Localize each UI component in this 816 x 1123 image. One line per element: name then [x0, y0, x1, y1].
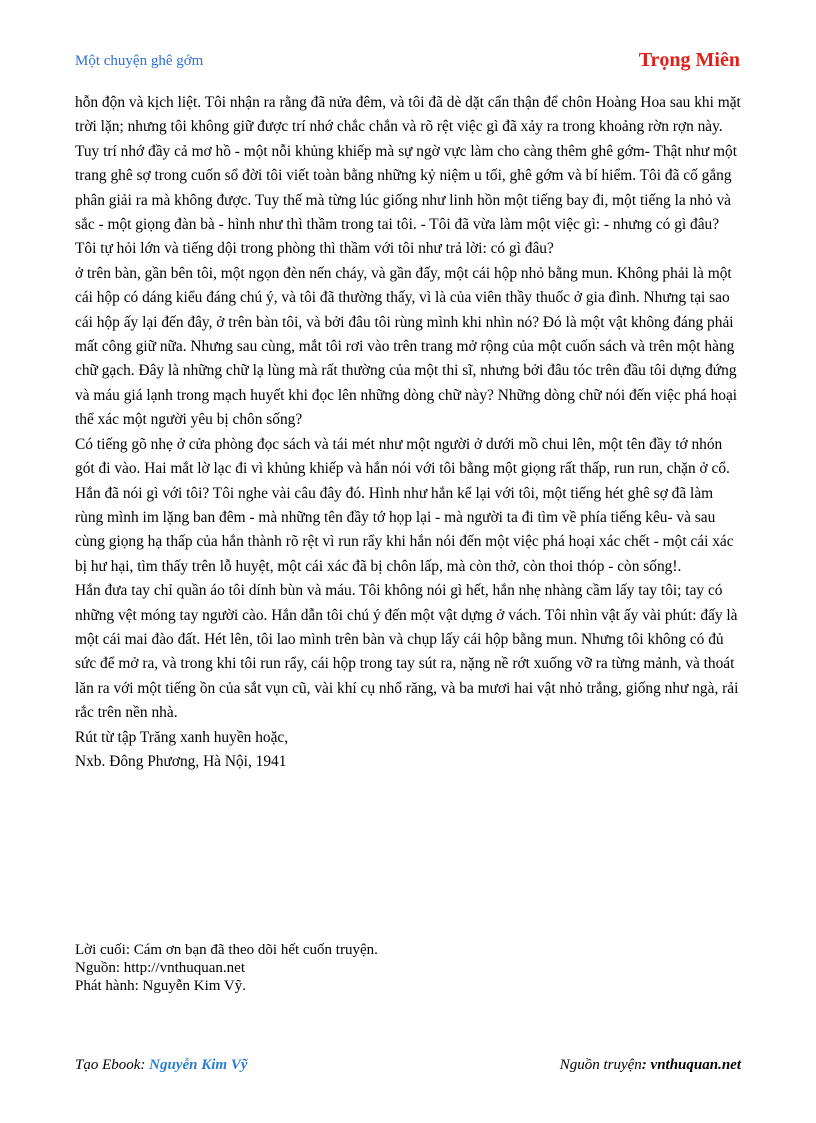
closing-publisher: Phát hành: Nguyễn Kim Vỹ.	[75, 978, 246, 994]
closing-notes	[75, 941, 378, 995]
source-note-line: Rút từ tập Trăng xanh huyền hoặc,	[75, 728, 289, 746]
paragraph: Có tiếng gõ nhẹ ở cửa phòng đọc sách và tái mét như một người ở dưới mồ chui lên, một tên đầy tớ nhón gót đi vào. Hai mắt lờ lạc đi vì khủng khiếp và hắn nói với tôi bằng một giọng rất thấp, run run, chặn ở cổ. Hắn đã nói gì với tôi? Tôi nghe vài câu đây đó. Hình như hắn kể lại với tôi, một tiếng hét ghê sợ đã làm rùng mình im lặng ban đêm - mà những tên đầy tớ họp lại - mà người ta đi tìm về phía tiếng kêu- và sau cùng giọng hạ thấp của hắn thành rõ rệt vì run rẩy khi hắn nói đến một việc phá hoại xác chết - một cái xác bị hư hại, tìm thấy trên lỗ huyệt, một cái xác đã bị chôn lấp, mà còn thở, còn thoi thóp - còn sống!.	[75, 435, 734, 575]
footer-source-site: vnthuquan.net	[650, 1057, 741, 1073]
header-book-title: Một chuyện ghê gớm	[75, 53, 204, 69]
paragraph: Hắn đưa tay chỉ quần áo tôi dính bùn và máu. Tôi không nói gì hết, hắn nhẹ nhàng cầm lấy tay tôi; tay có những vệt móng tay người cào. Hắn dẫn tôi chú ý đến một vật dựng ở vách. Tôi nhìn vật ấy vài phút: đấy là một cái mai đào đất. Hét lên, tôi lao mình trên bàn và chụp lấy cái hộp bằng mun. Nhưng tôi không có đủ sức để mở ra, và trong khi tôi run rẩy, cái hộp trong tay sút ra, nặng nề rớt xuống vỡ ra từng mảnh, và thoát lăn ra với một tiếng ồn của sắt vụn cũ, vài khí cụ nhổ răng, và ba mươi hai vật nhỏ trắng, giống như ngà, rải rắc trên nền nhà.	[75, 582, 739, 722]
paragraph: hỗn độn và kịch liệt. Tôi nhận ra rằng đã nửa đêm, và tôi đã dè dặt cẩn thận để chôn Hoàng Hoa sau khi mặt trời lặn; nhưng tôi không giữ được trí nhớ chắc chắn và rõ rệt việc gì đã xảy ra trong khoảng rờn rợn này. Tuy trí nhớ đầy cả mơ hồ - một nỗi khủng khiếp mà sự ngờ vực làm cho càng thêm ghê gớm- Thật như một trang ghê sợ trong cuốn sổ đời tôi viết toàn bằng những kỷ niệm u tối, ghê gớm và bí hiểm. Tôi đã cố gắng phân giải ra mà không được. Tuy thế mà từng lúc giống như linh hồn một tiếng bay đi, một tiếng la nhỏ và sắc - một giọng đàn bà - hình như thì thầm trong tai tôi. - Tôi đã vừa làm một việc gì: - nhưng có gì đâu? Tôi tự hỏi lớn và tiếng dội trong phòng thì thầm với tôi như trả lời: có gì đâu?	[75, 94, 741, 258]
story-body	[75, 91, 741, 774]
footer-source-sep: :	[641, 1057, 651, 1073]
footer-ebook-credit	[75, 1057, 248, 1074]
footer-ebook-name: Nguyễn Kim Vỹ	[149, 1057, 248, 1073]
header-author: Trọng Miên	[638, 49, 740, 71]
closing-thanks: Lời cuối: Cám ơn bạn đã theo dõi hết cuốn truyện.	[75, 942, 378, 958]
paragraph: ở trên bàn, gần bên tôi, một ngọn đèn nến cháy, và gần đấy, một cái hộp nhỏ bằng mun. Không phải là một cái hộp có dáng kiểu đáng chú ý, và tôi đã thường thấy, vì là của viên thầy thuốc ở gia đình. Nhưng tại sao cái hộp ấy lại đến đây, ở trên bàn tôi, và bởi đâu tôi rùng mình khi nhìn nó? Đó là một vật không đáng phải mất công giữ nữa. Nhưng sau cùng, mắt tôi rơi vào trên trang mở rộng của một cuốn sách và trên một hàng chữ gạch. Đây là những chữ lạ lùng mà rất thường của một thi sĩ, nhưng bởi đâu tóc trên đầu tôi dựng đứng và máu giá lạnh trong mạch huyết khi đọc lên những dòng chữ này? Những dòng chữ nói đến việc phá hoại thể xác một người yêu bị chôn sống?	[75, 264, 738, 429]
footer-source-credit	[560, 1057, 741, 1074]
closing-source: Nguồn: http://vnthuquan.net	[75, 960, 245, 976]
footer-ebook-label: Tạo Ebook	[75, 1057, 141, 1073]
publisher-note-line: Nxb. Đông Phương, Hà Nội, 1941	[75, 752, 287, 770]
footer-source-label: Nguồn truyện	[559, 1057, 642, 1073]
footer-ebook-sep: :	[140, 1057, 150, 1073]
